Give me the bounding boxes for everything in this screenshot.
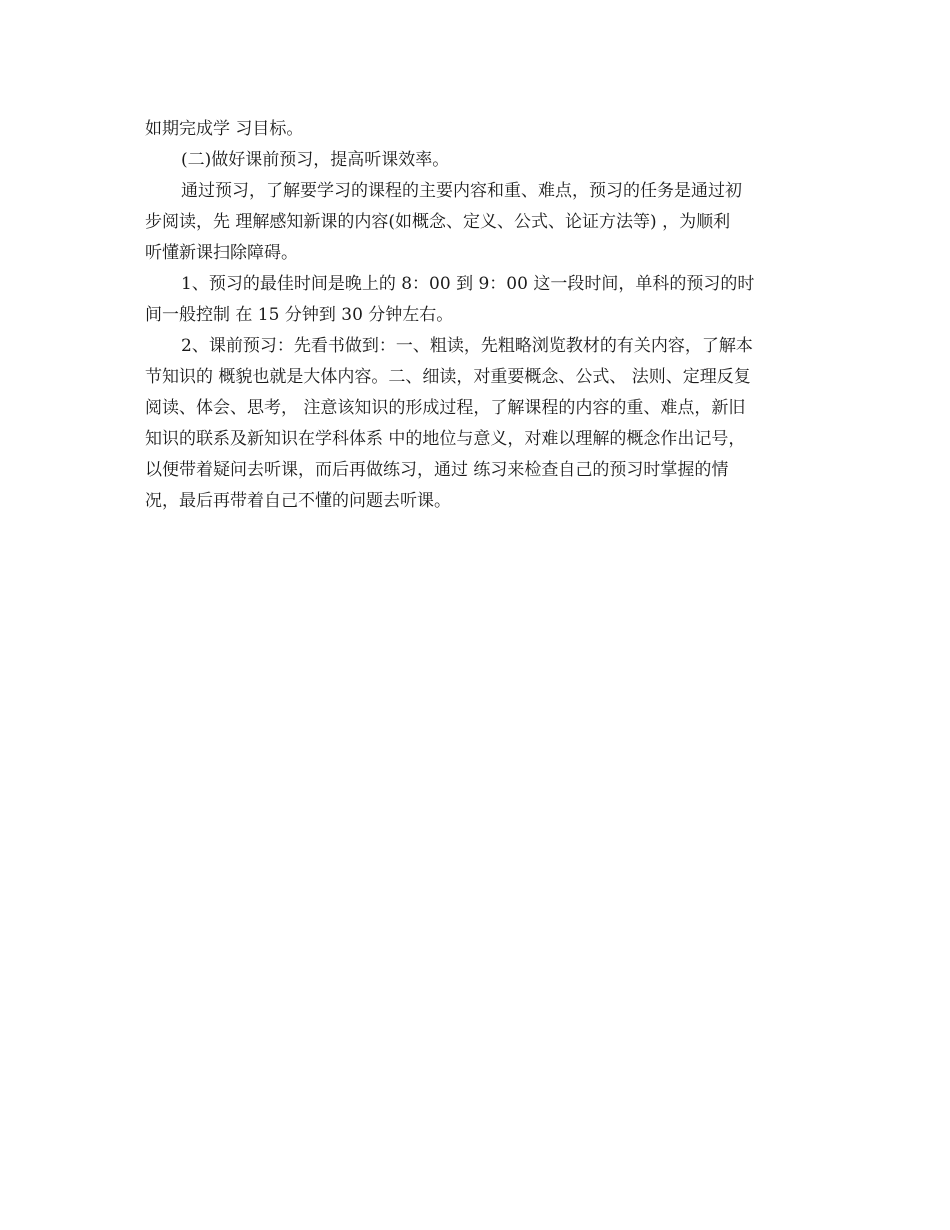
text-line-1: 如期完成学 习目标。 xyxy=(145,119,304,139)
text-line-3: 通过预习，了解要学习的课程的主要内容和重、难点，预习的任务是通过初 xyxy=(181,181,742,201)
document-body xyxy=(145,114,810,517)
text-line-12: 以便带着疑问去听课，而后再做练习，通过 练习来检查自己的预习时掌握的情 xyxy=(145,460,729,480)
text-line-9: 节知识的 概貌也就是大体内容。二、细读，对重要概念、公式、 法则、定理反复 xyxy=(145,367,751,387)
text-line-6: 1、预习的最佳时间是晚上的 8：00 到 9：00 这一段时间，单科的预习的时 xyxy=(181,274,755,294)
section-heading-2: (二)做好课前预习，提高听课效率。 xyxy=(181,150,450,170)
text-line-10: 阅读、体会、思考， 注意该知识的形成过程，了解课程的内容的重、难点，新旧 xyxy=(145,398,746,418)
text-line-8: 2、课前预习：先看书做到：一、粗读，先粗略浏览教材的有关内容，了解本 xyxy=(181,336,753,356)
text-line-5: 听懂新课扫除障碍。 xyxy=(145,243,298,263)
text-line-13: 况，最后再带着自己不懂的问题去听课。 xyxy=(145,491,451,511)
text-line-4: 步阅读，先 理解感知新课的内容(如概念、定义、公式、论证方法等) ，为顺利 xyxy=(145,212,731,232)
text-line-11: 知识的联系及新知识在学科体系 中的地位与意义，对难以理解的概念作出记号， xyxy=(145,429,746,449)
text-line-7: 间一般控制 在 15 分钟到 30 分钟左右。 xyxy=(145,305,454,325)
